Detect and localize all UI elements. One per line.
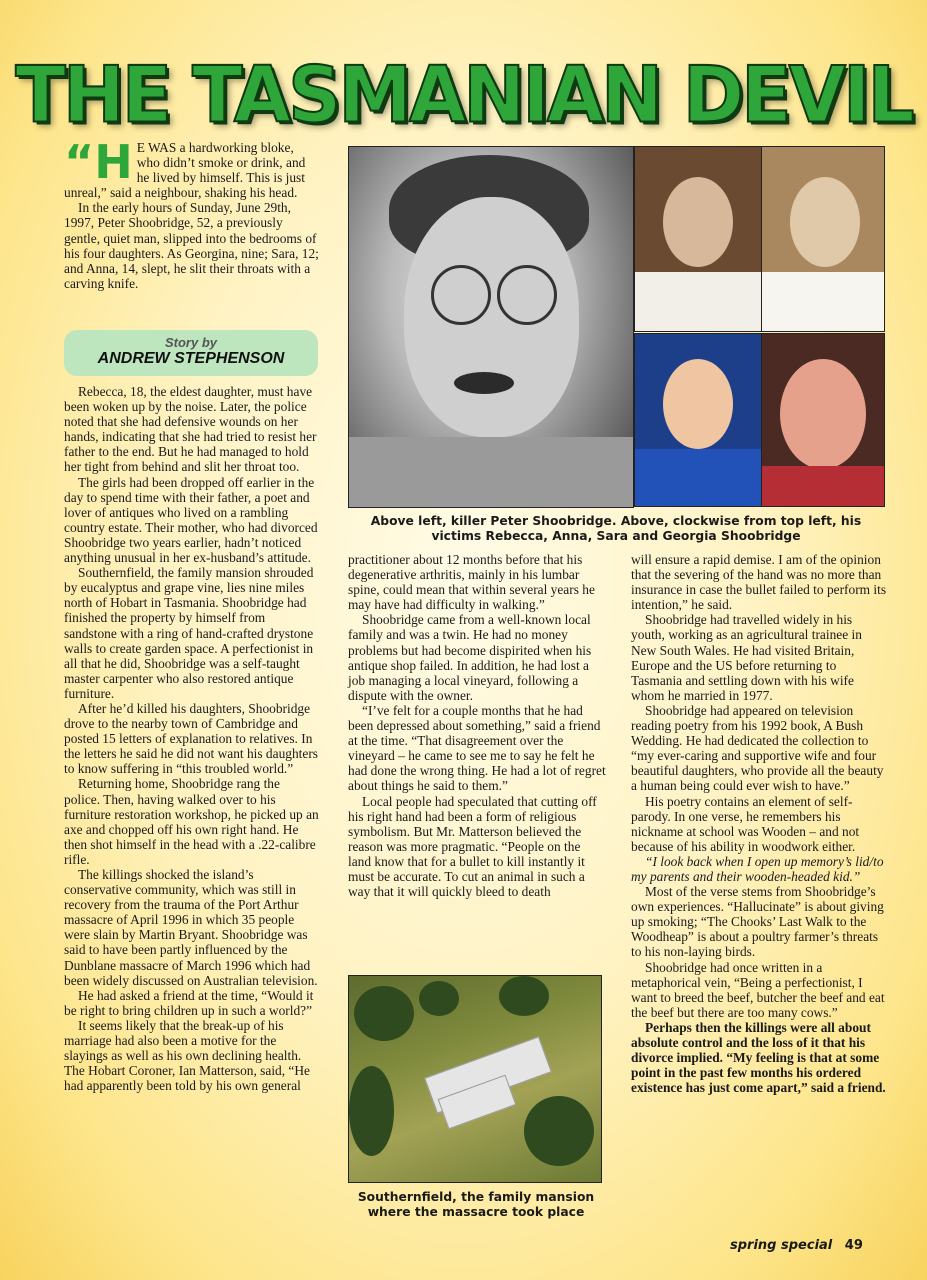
paragraph: “I’ve felt for a couple months that he had been depressed about something,” said a friend at the time. “That disagreement over the vineyard – he came to see me to say he felt he had done the wrong thing. He had a lot of regret about things he said to them.” [348,702,606,794]
victim-photo-anna [761,146,885,332]
mansion-aerial-photo [348,975,602,1183]
drop-cap: “H [64,135,133,189]
page-number: 49 [844,1238,863,1253]
byline-prefix: Story by [164,335,217,350]
paragraph: The killings shocked the island’s conservative community, which was still in recovery from the trauma of the Port Arthur massacre of April 1996 in which 35 people were slain by Martin Bryant. Shoobridge was said to have been partly influenced by the Dunblane massacre of March 1996 which had been widely discussed on Australian television. [64,867,318,988]
column-1-top [64,135,319,291]
column-1-bottom [64,384,319,1093]
paragraph: Local people had speculated that cutting off his right hand had been a form of religious symbolism. But Mr. Matterson believed the reason was more pragmatic. “People on the land know that for a bullet to kill instantly it must be accurate. To cut an animal in such a way that it will quickly bleed to death [348,793,597,900]
paragraph: Rebecca, 18, the eldest daughter, must have been woken up by the noise. Later, the police noted that she had defensive wounds on her hands, indicating that she had tried to resist her father to the end. But he had managed to hold her tight from behind and slit her throat too. [64,384,317,475]
paragraph: Shoobridge had travelled widely in his youth, working as an agricultural trainee in New South Wales. He had visited Britain, Europe and the US before returning to Tasmania and settling down with his wife whom he married in 1977. [631,612,862,703]
aerial-caption: Southernfield, the family mansion where the massacre took place [357,1190,595,1219]
poem-quote: “I look back when I open up memory’s lid/to my parents and their wooden-headed kid.” [631,853,884,884]
paragraph: Southernfield, the family mansion shrouded by eucalyptus and grape vine, lies nine miles north of Hobart in Tasmania. Shoobridge had finished the property by himself from sandstone with a ring of hand-crafted drystone walls to create garden space. A perfectionist in all that he did, Shoobridge was a self-taught master carpenter who also restored antique furniture. [64,565,314,701]
intro-paragraph: “H E WAS a hardworking bloke, who didn’t smoke or drink, and he lived by himself. This is just unreal,” said a neighbour, shaking his head. [64,135,306,201]
photos-caption: Above left, killer Peter Shoobridge. Above, clockwise from top left, his victims Rebecca, Anna, Sara and Georgia Shoobridge [370,514,862,543]
paragraph: It seems likely that the break-up of his marriage had also been a motive for the slayings as well as his own declining health. The Hobart Coroner, Ian Matterson, said, “He had apparently been told by his own general [64,1017,310,1094]
victim-photo-sara [761,333,885,507]
publication-name: spring special [730,1238,833,1253]
paragraph: Shoobridge had appeared on television reading poetry from his 1992 book, A Bush Wedding. He had dedicated the collection to “my ever-caring and supportive wife and four beautiful daughters, who provide all the beauty a human being could ever wish to have.” [631,702,884,794]
paragraph: Shoobridge had once written in a metaphorical vein, “Being a perfectionist, I want to breed the beef, butcher the beef and eat the beef but there are too many cows.” [631,959,885,1020]
byline-author: ANDREW STEPHENSON [97,350,285,367]
byline-box [64,330,318,376]
paragraph: After he’d killed his daughters, Shoobridge drove to the nearby town of Cambridge and posted 15 letters of explanation to relatives. In the letters he said he did not want his daughters to know suffering in “this troubled world.” [64,700,318,777]
victim-photo-georgia [634,333,762,507]
closing-paragraph: Perhaps then the killings were all about absolute control and the loss of it that his divorce implied. “My feeling is that at some point in the past few months his ordered existence has just come apart,” said a friend. [631,1019,886,1096]
column-2 [348,552,606,899]
paragraph: In the early hours of Sunday, June 29th, 1997, Peter Shoobridge, 52, a previously gentle, quiet man, slipped into the bedrooms of his four daughters. As Georgina, nine; Sara, 12; and Anna, 14, slept, he slit their throats with a carving knife. [64,200,319,291]
paragraph: Shoobridge came from a well-known local family and was a twin. He had no money problems but had become dispirited when his antique shop failed. In addition, he had lost a job managing a local vineyard, following a dispute with the owner. [348,612,592,703]
victim-photo-rebecca [634,146,762,332]
column-3 [631,552,887,1095]
paragraph: The girls had been dropped off earlier in the day to spend time with their father, a poet and lover of antiques who lived on a rambling country estate. Their mother, who had divorced Shoobridge two years earlier, hadn’t noticed anything unusual in her ex-husband’s attitude. [64,474,318,566]
paragraph: will ensure a rapid demise. I am of the opinion that the severing of the hand was no more than insurance in case the bullet failed to perform its intention,” he said. [631,552,887,613]
paragraph: Most of the verse stems from Shoobridge’s own experiences. “Hallucinate” is about giving up smoking; “The Chooks’ Last Walk to the Woodheap” is about a poultry farmer’s threats to his non-laying birds. [631,884,884,960]
headline: THE TASMANIAN DEVIL [15,49,912,141]
killer-portrait-photo [348,146,634,508]
paragraph: He had asked a friend at the time, “Would it be right to bring children up in such a world?” [64,987,314,1018]
page-footer [730,1238,863,1253]
paragraph: Returning home, Shoobridge rang the police. Then, having walked over to his furniture restoration workshop, he picked up an axe and chopped off his own right hand. He then shot himself in the head with a .22-calibre rifle. [64,776,319,867]
paragraph: practitioner about 12 months before that his degenerative arthritis, mainly in his lumbar spine, could mean that within several years he may have had difficulty in walking.” [348,552,595,613]
paragraph: His poetry contains an element of self-parody. In one verse, he remembers his nickname at school was Wooden – and not because of his ability in woodwork either. [631,793,860,854]
